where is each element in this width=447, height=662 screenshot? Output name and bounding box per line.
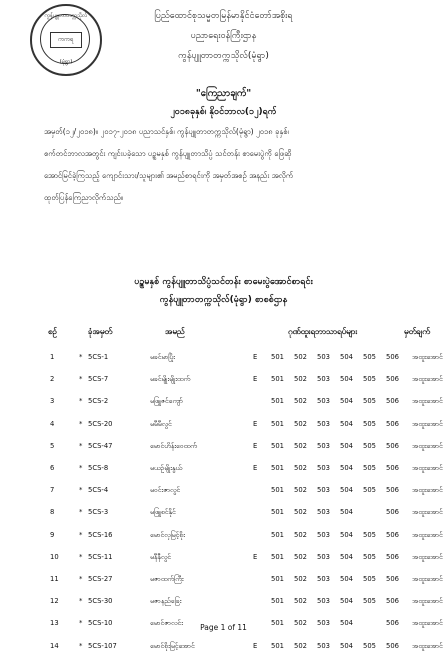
remark: အထူးအောင် bbox=[412, 530, 443, 539]
subject-code: 506 bbox=[386, 552, 399, 561]
student-name: မယဉ်မျိုးနွယ် bbox=[150, 464, 183, 472]
student-name: မဖြူစင်နိုင် bbox=[150, 508, 176, 517]
subject-code: 504 bbox=[340, 508, 353, 517]
distinction-mark: E bbox=[253, 464, 258, 472]
subject-code: 506 bbox=[386, 375, 399, 384]
subject-code: 504 bbox=[340, 419, 353, 428]
student-name: မောင်စိုးမြင့်အောင် bbox=[150, 641, 195, 650]
roll-number: 5CS-4 bbox=[88, 486, 109, 495]
subject-code: 502 bbox=[294, 597, 307, 606]
subject-code: 506 bbox=[386, 508, 399, 517]
row-number: 14 bbox=[50, 641, 59, 650]
table-row bbox=[0, 595, 447, 617]
subject-code: 502 bbox=[294, 419, 307, 428]
subject-code: 505 bbox=[363, 375, 376, 384]
subject-code: 505 bbox=[363, 597, 376, 606]
student-name: မဖြူဇင်ကျော် bbox=[150, 397, 183, 406]
subject-code: 506 bbox=[386, 353, 399, 361]
student-name: မခင်မာပြိုး bbox=[150, 353, 175, 361]
honor-mark: * bbox=[79, 486, 83, 495]
subject-code: 503 bbox=[317, 530, 330, 539]
subject-code: 502 bbox=[294, 375, 307, 384]
subject-code: 505 bbox=[363, 441, 376, 450]
row-number: 10 bbox=[50, 552, 59, 561]
subject-code: 505 bbox=[363, 641, 376, 650]
row-number: 4 bbox=[50, 419, 55, 428]
subject-code: 501 bbox=[271, 486, 284, 495]
subject-code: 501 bbox=[271, 353, 284, 361]
row-number: 7 bbox=[50, 486, 55, 495]
subject-code: 501 bbox=[271, 419, 284, 428]
row-number: 8 bbox=[50, 508, 55, 517]
seal-text-bottom: (မုံရွာ) bbox=[59, 59, 73, 65]
honor-mark: * bbox=[79, 597, 83, 606]
subject-code: 506 bbox=[386, 419, 399, 428]
remark: အထူးအောင် bbox=[412, 486, 443, 495]
roll-number: 5CS-30 bbox=[88, 597, 113, 606]
remark: အထူးအောင် bbox=[412, 375, 443, 384]
subject-code: 506 bbox=[386, 441, 399, 450]
subject-code: 504 bbox=[340, 530, 353, 539]
subject-code: 505 bbox=[363, 486, 376, 495]
roll-number: 5CS-7 bbox=[88, 375, 109, 384]
table-row bbox=[0, 462, 447, 484]
distinction-mark: E bbox=[253, 353, 258, 361]
distinction-mark: E bbox=[253, 552, 258, 561]
honor-mark: * bbox=[79, 419, 83, 428]
subject-code: 505 bbox=[363, 575, 376, 583]
header-government: ပြည်ထောင်စုသမ္မတမြန်မာနိုင်ငံတော်အစိုးရ bbox=[154, 11, 293, 21]
header-university: ကွန်ပျူတာတက္ကသိုလ်(မုံရွာ) bbox=[178, 51, 269, 61]
distinction-mark: E bbox=[253, 375, 258, 384]
subject-code: 504 bbox=[340, 441, 353, 450]
honor-mark: * bbox=[79, 353, 83, 361]
roll-number: 5CS-8 bbox=[88, 464, 109, 472]
honor-mark: * bbox=[79, 530, 83, 539]
subject-code: 505 bbox=[363, 552, 376, 561]
honor-mark: * bbox=[79, 575, 83, 583]
subject-code: 503 bbox=[317, 353, 330, 361]
subject-code: 505 bbox=[363, 353, 376, 361]
roll-number: 5CS-1 bbox=[88, 353, 109, 361]
remark: အထူးအောင် bbox=[412, 353, 443, 361]
subject-code: 502 bbox=[294, 641, 307, 650]
subject-code: 506 bbox=[386, 597, 399, 606]
honor-mark: * bbox=[79, 397, 83, 406]
subject-code: 502 bbox=[294, 486, 307, 495]
table-row bbox=[0, 440, 447, 462]
row-number: 3 bbox=[50, 397, 55, 406]
subject-code: 501 bbox=[271, 597, 284, 606]
subject-code: 504 bbox=[340, 552, 353, 561]
notice-paragraph-line: ထုတ်ပြန်ကြေညာလိုက်သည်။ bbox=[44, 193, 124, 202]
distinction-mark: E bbox=[253, 441, 258, 450]
row-number: 9 bbox=[50, 530, 55, 539]
honor-mark: * bbox=[79, 508, 83, 517]
subject-code: 502 bbox=[294, 530, 307, 539]
subject-code: 503 bbox=[317, 441, 330, 450]
remark: အထူးအောင် bbox=[412, 397, 443, 406]
subject-code: 503 bbox=[317, 552, 330, 561]
column-header-roll: ခုံအမှတ် bbox=[88, 327, 113, 336]
table-row bbox=[0, 506, 447, 528]
remark: အထူးအောင် bbox=[412, 552, 443, 561]
subject-code: 503 bbox=[317, 486, 330, 495]
subject-code: 504 bbox=[340, 397, 353, 406]
subject-code: 501 bbox=[271, 397, 284, 406]
table-row bbox=[0, 529, 447, 551]
student-name: မမီမီလွင် bbox=[150, 419, 172, 428]
honor-mark: * bbox=[79, 641, 83, 650]
subject-code: 506 bbox=[386, 397, 399, 406]
roll-number: 5CS-107 bbox=[88, 641, 117, 650]
subject-code: 501 bbox=[271, 508, 284, 517]
distinction-mark: E bbox=[253, 419, 258, 428]
student-name: မဝင်းဇာလွင် bbox=[150, 486, 181, 495]
subject-code: 504 bbox=[340, 575, 353, 583]
column-header-name: အမည် bbox=[165, 327, 185, 336]
subject-code: 505 bbox=[363, 397, 376, 406]
column-header-no: စဉ် bbox=[48, 327, 57, 336]
subject-code: 503 bbox=[317, 508, 330, 517]
honor-mark: * bbox=[79, 552, 83, 561]
honor-mark: * bbox=[79, 464, 83, 472]
subject-code: 504 bbox=[340, 353, 353, 361]
roll-number: 5CS-47 bbox=[88, 441, 113, 450]
subject-code: 506 bbox=[386, 530, 399, 539]
subject-code: 502 bbox=[294, 508, 307, 517]
list-title: ပဉ္စမနှစ် ကွန်ပျူတာသိပ္ပံသင်တန်း စာမေးပွဲအောင်စာရင်း bbox=[134, 277, 313, 287]
notice-subject: "ကြေညာချက်" bbox=[195, 88, 252, 99]
subject-code: 502 bbox=[294, 619, 307, 628]
table-row bbox=[0, 395, 447, 417]
subject-code: 505 bbox=[363, 530, 376, 539]
student-name: မနီနီလွင် bbox=[150, 552, 172, 561]
subject-code: 505 bbox=[363, 419, 376, 428]
remark: အထူးအောင် bbox=[412, 597, 443, 606]
list-subtitle: ကွန်ပျူတာတက္ကသိုလ်(မုံရွာ) စာစစ်ဌာန bbox=[159, 295, 288, 305]
student-name: မောင်ဇာလင်း bbox=[150, 619, 183, 628]
roll-number: 5CS-3 bbox=[88, 508, 109, 517]
header-ministry: ပညာရေးဝန်ကြီးဌာန bbox=[190, 31, 257, 41]
seal-text-top: ကွန်ပျူတာတက္ကသိုလ် bbox=[44, 13, 88, 19]
subject-code: 502 bbox=[294, 464, 307, 472]
subject-code: 506 bbox=[386, 641, 399, 650]
subject-code: 504 bbox=[340, 619, 353, 628]
subject-code: 503 bbox=[317, 375, 330, 384]
row-number: 13 bbox=[50, 619, 59, 628]
roll-number: 5CS-2 bbox=[88, 397, 109, 406]
seal-text-middle: ကကရ bbox=[50, 32, 82, 48]
row-number: 6 bbox=[50, 464, 55, 472]
row-number: 12 bbox=[50, 597, 59, 606]
roll-number: 5CS-11 bbox=[88, 552, 113, 561]
row-number: 11 bbox=[50, 575, 59, 583]
row-number: 5 bbox=[50, 441, 55, 450]
column-header-remark: မှတ်ချက် bbox=[404, 327, 430, 336]
table-row bbox=[0, 640, 447, 662]
roll-number: 5CS-16 bbox=[88, 530, 113, 539]
subject-code: 501 bbox=[271, 619, 284, 628]
honor-mark: * bbox=[79, 441, 83, 450]
distinction-mark: E bbox=[253, 641, 258, 650]
student-name: မောင်ဟိန်းဝေထက် bbox=[150, 441, 197, 450]
table-row bbox=[0, 551, 447, 573]
student-name: မဇာထက်ကြီး bbox=[150, 575, 184, 583]
subject-code: 503 bbox=[317, 419, 330, 428]
subject-code: 503 bbox=[317, 397, 330, 406]
table-row bbox=[0, 418, 447, 440]
remark: အထူးအောင် bbox=[412, 441, 443, 450]
roll-number: 5CS-20 bbox=[88, 419, 113, 428]
subject-code: 501 bbox=[271, 575, 284, 583]
table-row bbox=[0, 484, 447, 506]
subject-code: 504 bbox=[340, 375, 353, 384]
table-row bbox=[0, 351, 447, 373]
subject-code: 504 bbox=[340, 641, 353, 650]
notice-paragraph-line: စက်တင်ဘာလအတွင်း ကျင်းပခဲ့သော ပဉ္စမနှစ် ကွန်ပျူတာသိပ္ပံ သင်တန်း စာမေးပွဲကို ဖြေဆို bbox=[44, 149, 292, 158]
notice-date: ၂၀၁၈ခုနှစ်၊ နိုဝင်ဘာလ(၁၂)ရက် bbox=[170, 107, 277, 117]
subject-code: 504 bbox=[340, 597, 353, 606]
subject-code: 503 bbox=[317, 619, 330, 628]
remark: အထူးအောင် bbox=[412, 619, 443, 628]
subject-code: 502 bbox=[294, 575, 307, 583]
subject-code: 506 bbox=[386, 486, 399, 495]
remark: အထူးအောင် bbox=[412, 464, 443, 472]
column-header-subjects: ဂုဏ်ထူးရဘာသာရပ်များ bbox=[288, 327, 358, 336]
row-number: 1 bbox=[50, 353, 55, 361]
subject-code: 502 bbox=[294, 441, 307, 450]
subject-code: 506 bbox=[386, 619, 399, 628]
remark: အထူးအောင် bbox=[412, 508, 443, 517]
subject-code: 506 bbox=[386, 464, 399, 472]
table-row bbox=[0, 373, 447, 395]
student-name: မဇာနည်ခြေး bbox=[150, 597, 182, 606]
notice-paragraph-line: အမှတ်(၁၂/၂၀၁၈)။ ၂၀၁၇-၂၀၁၈ ပညာသင်နှစ်၊ ကွန်ပျူတာတက္ကသိုလ်(မုံရွာ) ၂၀၁၈ ခုနှစ်၊ bbox=[44, 127, 289, 136]
subject-code: 501 bbox=[271, 641, 284, 650]
student-name: မခင်မျိုးမျိုးထက် bbox=[150, 375, 191, 384]
subject-code: 501 bbox=[271, 552, 284, 561]
roll-number: 5CS-10 bbox=[88, 619, 113, 628]
subject-code: 503 bbox=[317, 641, 330, 650]
honor-mark: * bbox=[79, 619, 83, 628]
honor-mark: * bbox=[79, 375, 83, 384]
subject-code: 502 bbox=[294, 397, 307, 406]
subject-code: 501 bbox=[271, 441, 284, 450]
subject-code: 501 bbox=[271, 530, 284, 539]
notice-paragraph-line: အောင်မြင်ခဲ့ကြသည့် ကျောင်းသား/သူများ၏ အမည်စာရင်းကို အမှတ်အစဉ် အနည်း အလိုက် bbox=[44, 171, 294, 180]
remark: အထူးအောင် bbox=[412, 641, 443, 650]
subject-code: 502 bbox=[294, 552, 307, 561]
student-name: မောင်လှမြင့်စိုး bbox=[150, 530, 185, 539]
remark: အထူးအောင် bbox=[412, 575, 443, 583]
subject-code: 503 bbox=[317, 575, 330, 583]
subject-code: 501 bbox=[271, 464, 284, 472]
subject-code: 501 bbox=[271, 375, 284, 384]
subject-code: 502 bbox=[294, 353, 307, 361]
table-row bbox=[0, 573, 447, 595]
row-number: 2 bbox=[50, 375, 55, 384]
subject-code: 503 bbox=[317, 464, 330, 472]
roll-number: 5CS-27 bbox=[88, 575, 113, 583]
subject-code: 503 bbox=[317, 597, 330, 606]
subject-code: 505 bbox=[363, 464, 376, 472]
page-number: Page 1 of 11 bbox=[200, 623, 247, 632]
subject-code: 504 bbox=[340, 464, 353, 472]
subject-code: 506 bbox=[386, 575, 399, 583]
remark: အထူးအောင် bbox=[412, 419, 443, 428]
subject-code: 504 bbox=[340, 486, 353, 495]
